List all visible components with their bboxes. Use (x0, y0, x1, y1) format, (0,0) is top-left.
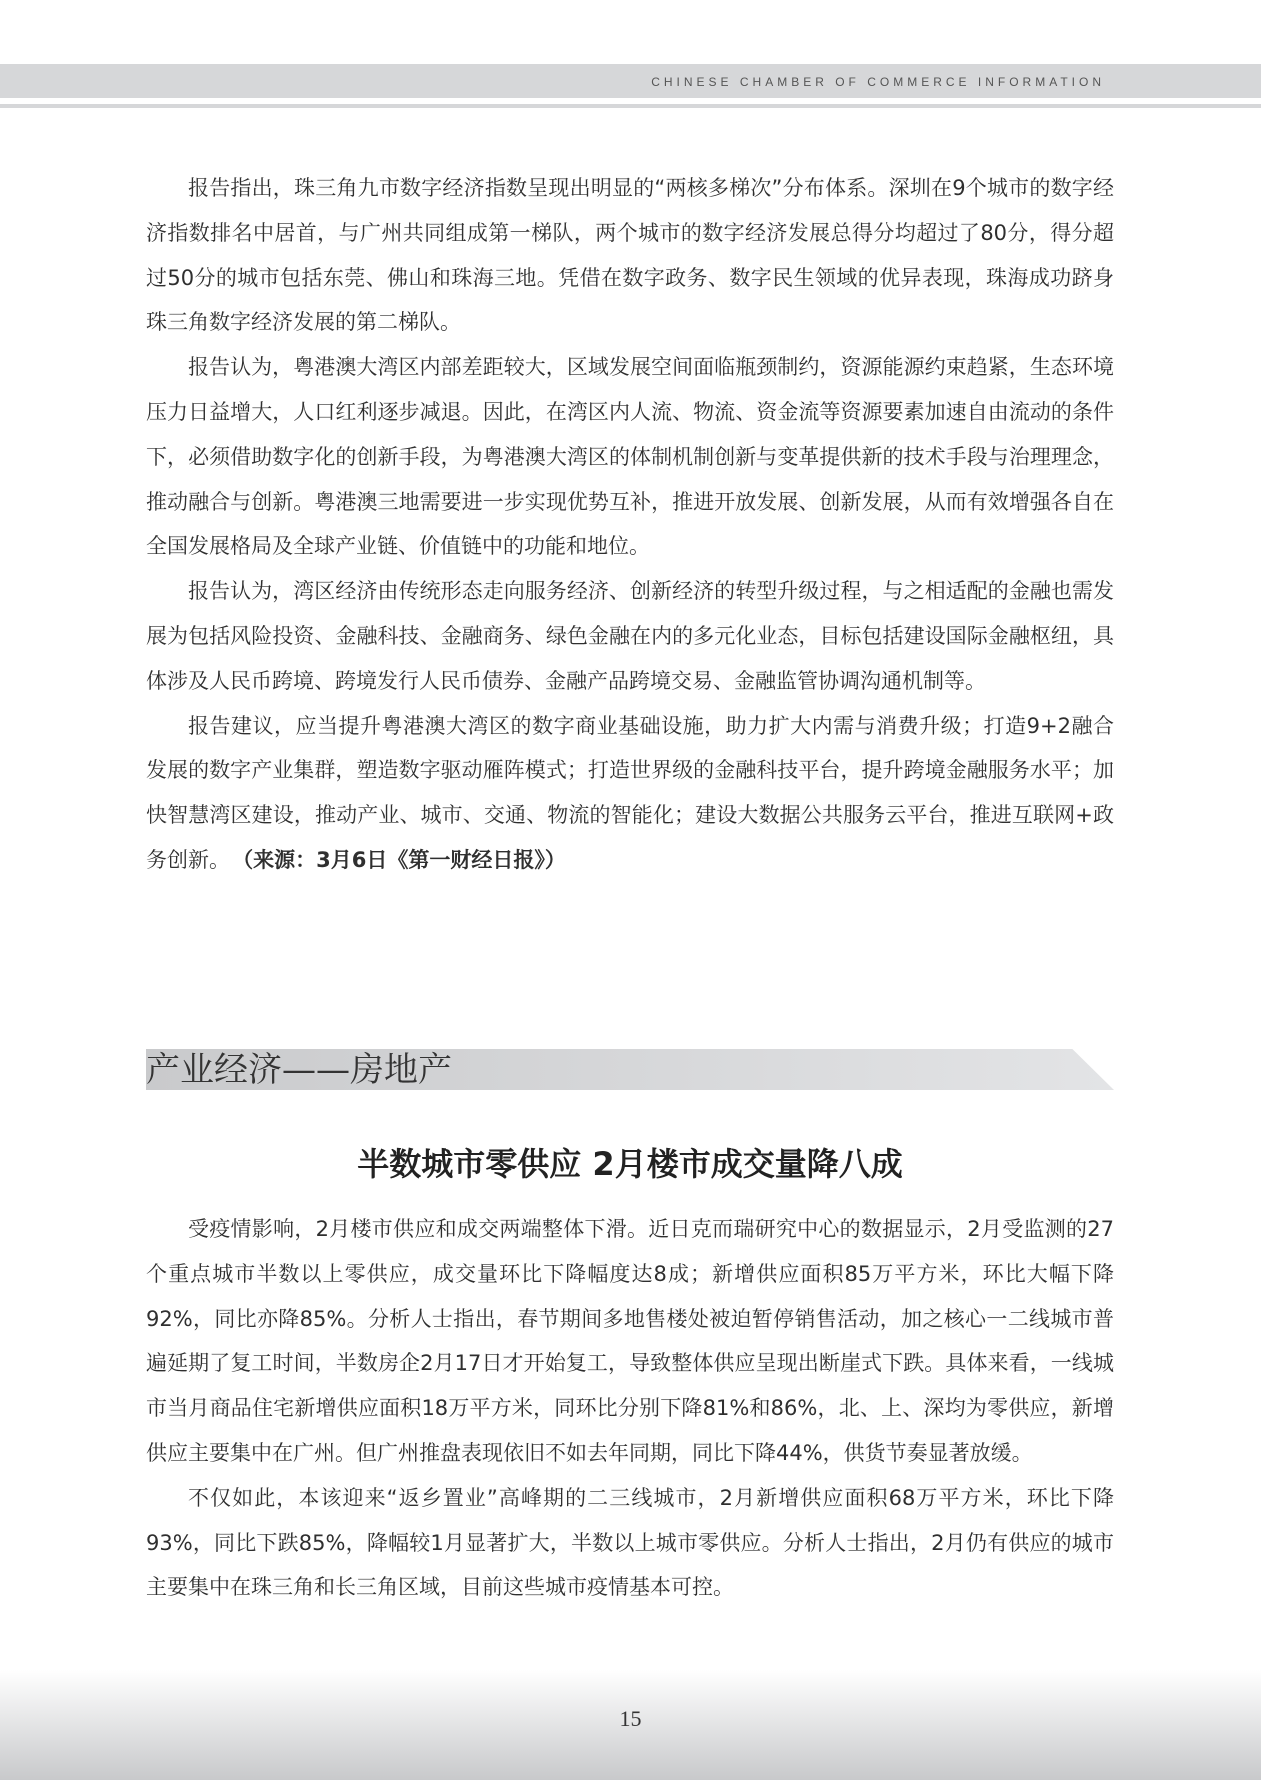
paragraph-2: 报告认为，粤港澳大湾区内部差距较大，区域发展空间面临瓶颈制约，资源能源约束趋紧，生态环境压力日益增大，人口红利逐步减退。因此，在湾区内人流、物流、资金流等资源要素加速自由流动的条件下，必须借助数字化的创新手段，为粤港澳大湾区的体制机制创新与变革提供新的技术手段与治理理念，推动融合与创新。粤港澳三地需要进一步实现优势互补，推进开放发展、创新发展，从而有效增强各自在全国发展格局及全球产业链、价值链中的功能和地位。 (146, 355, 1114, 559)
article-title: 半数城市零供应 2月楼市成交量降八成 (357, 1145, 903, 1183)
article-paragraph-2: 不仅如此，本该迎来“返乡置业”高峰期的二三线城市，2月新增供应面积68万平方米，环比下降93%，同比下跌85%，降幅较1月显著扩大，半数以上城市零供应。分析人士指出，2月仍有供应的城市主要集中在珠三角和长三角区域，目前这些城市疫情基本可控。 (146, 1485, 1114, 1600)
paragraph-3: 报告认为，湾区经济由传统形态走向服务经济、创新经济的转型升级过程，与之相适配的金融也需发展为包括风险投资、金融科技、金融商务、绿色金融在内的多元化业态，目标包括建设国际金融枢纽，具体涉及人民币跨境、跨境发行人民币债券、金融产品跨境交易、金融监管协调沟通机制等。 (146, 579, 1114, 693)
header-rule (0, 104, 1261, 108)
section-heading: 产业经济——房地产 (146, 1050, 452, 1090)
article-body (146, 1207, 1114, 1610)
top-section-body (146, 166, 1114, 883)
paragraph-1: 报告指出，珠三角九市数字经济指数呈现出明显的“两核多梯次”分布体系。深圳在9个城市的数字经济指数排名中居首，与广州共同组成第一梯队，两个城市的数字经济发展总得分均超过了80分，得分超过50分的城市包括东莞、佛山和珠海三地。凭借在数字政务、数字民生领域的优异表现，珠海成功跻身珠三角数字经济发展的第二梯队。 (146, 176, 1114, 335)
paragraph-4-text: 报告建议，应当提升粤港澳大湾区的数字商业基础设施，助力扩大内需与消费升级；打造9+2融合发展的数字产业集群，塑造数字驱动雁阵模式；打造世界级的金融科技平台，提升跨境金融服务水平；加快智慧湾区建设，推动产业、城市、交通、物流的智能化；建设大数据公共服务云平台，推进互联网+政务创新。 (146, 713, 1114, 872)
article-paragraph-1: 受疫情影响，2月楼市供应和成交两端整体下滑。近日克而瑞研究中心的数据显示，2月受监测的27个重点城市半数以上零供应，成交量环比下降幅度达8成；新增供应面积85万平方米，环比大幅下降92%，同比亦降85%。分析人士指出，春节期间多地售楼处被迫暂停销售活动，加之核心一二线城市普遍延期了复工时间，半数房企2月17日才开始复工，导致整体供应呈现出断崖式下跌。具体来看，一线城市当月商品住宅新增供应面积18万平方米，同环比分别下降81%和86%，北、上、深均为零供应，新增供应主要集中在广州。但广州推盘表现依旧不如去年同期，同比下降44%，供货节奏显著放缓。 (146, 1217, 1114, 1465)
running-header: CHINESE CHAMBER OF COMMERCE INFORMATION (651, 75, 1105, 89)
paragraph-4 (146, 704, 1114, 883)
source-citation: （来源：3月6日《第一财经日报》） (242, 847, 566, 872)
page-number: 15 (619, 1706, 642, 1731)
